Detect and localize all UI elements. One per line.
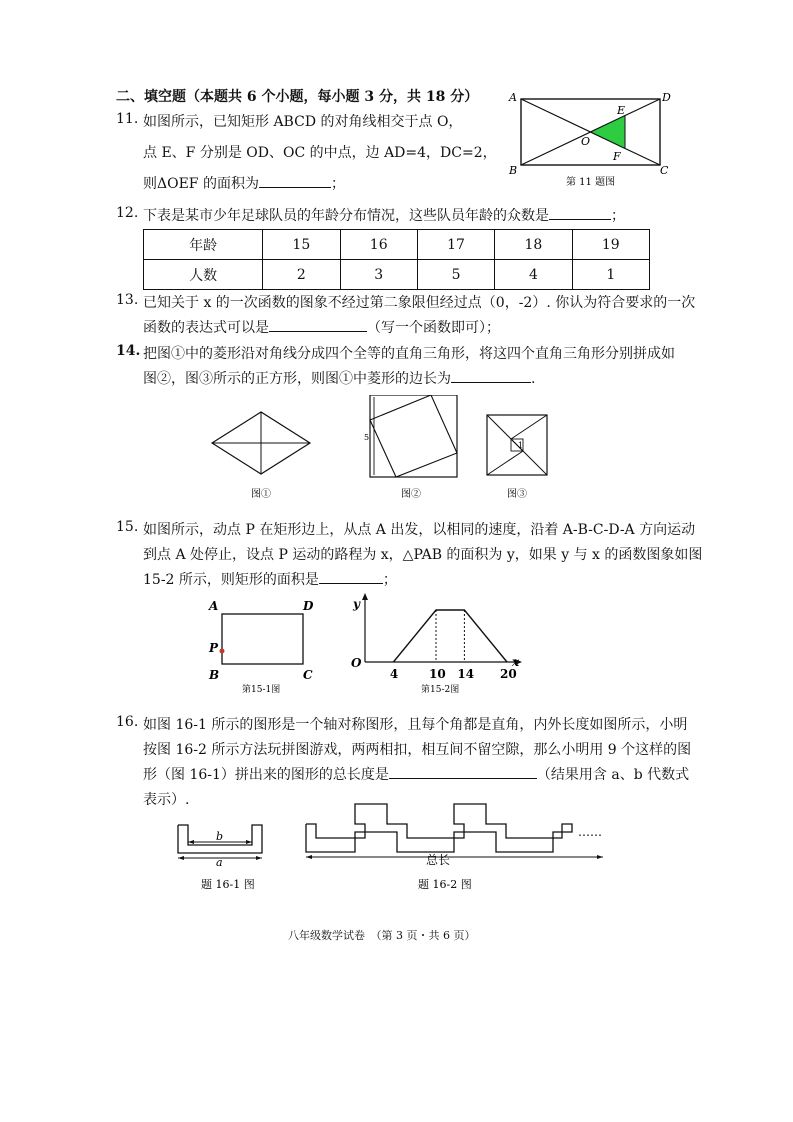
q15-fig2-chart [345, 590, 530, 698]
q15-line2: 到点 A 处停止，设点 P 运动的路程为 x，△PAB 的面积为 y，如果 y 与 x 的函数图象如图 [143, 547, 703, 563]
q11-line1: 如图所示，已知矩形 ABCD 的对角线相交于点 O， [143, 114, 463, 130]
q14-number: 14. [116, 343, 141, 359]
q15-tick-label: 4 [389, 667, 399, 681]
q11-line3-post: ； [330, 176, 345, 192]
q16-line1: 如图 16-1 所示的图形是一个轴对称图形，且每个角都是直角，内外长度如图所示，小明 [143, 717, 688, 733]
q15-label-c: C [303, 668, 313, 682]
q11-label-c: C [660, 164, 669, 177]
q16-line2: 按图 16-2 所示方法玩拼图游戏，两两相扣，相互间不留空隙，那么小明用 9 个这样的图 [143, 742, 692, 758]
q15-line3-pre: 15-2 所示，则矩形的面积是 [143, 572, 319, 588]
q11-label-f: F [613, 150, 621, 163]
q14-figures [205, 395, 565, 507]
q11-answer-blank[interactable] [259, 173, 331, 188]
q14-caption-1: 图① [251, 489, 271, 500]
q15-line1: 如图所示，动点 P 在矩形边上，从点 A 出发，以相同的速度，沿着 A-B-C-D-A 方向运动 [143, 522, 696, 538]
q16-label-a: a [216, 856, 223, 869]
q15-label-a: A [209, 599, 219, 613]
q15-line3 [143, 569, 397, 589]
q14-line2-pre: 图②，图③所示的正方形，则图①中菱形的边长为 [143, 371, 451, 387]
table-cell: 3 [340, 260, 417, 290]
q16-total-arrow-right [597, 855, 603, 859]
q15-tick-label: 10 [429, 667, 446, 681]
q16-line3-post: （结果用含 a、b 代数式 [536, 767, 690, 783]
q16-b-arrow-left [188, 840, 194, 844]
q16-fig1 [170, 813, 270, 893]
table-row [144, 230, 650, 260]
q13-line2 [143, 317, 500, 337]
q14-line2-post: . [531, 371, 536, 387]
q16-a-arrow-left [178, 856, 184, 860]
q13-line2-pre: 函数的表达式可以是 [143, 320, 269, 336]
q15-rectangle [222, 614, 303, 664]
q11-label-d: D [662, 91, 671, 104]
q15-y-label: y [353, 597, 360, 611]
q16-total-arrow-left [306, 855, 312, 859]
table-cell: 2 [263, 260, 340, 290]
q11-line3-pre: 则ΔOEF 的面积为 [143, 176, 259, 192]
q15-label-b: B [209, 668, 220, 682]
q16-number: 16. [116, 714, 139, 730]
q16-total-label: 总长 [426, 853, 451, 867]
q14-fig3-inner-label: 1 [518, 441, 524, 450]
q14-caption-3: 图③ [507, 489, 527, 500]
table-header-cell: 人数 [144, 260, 263, 290]
q15-fig1 [200, 594, 330, 698]
table-cell: 4 [495, 260, 572, 290]
q12-text-post: ； [611, 208, 625, 224]
q15-tick-label: 20 [500, 667, 517, 681]
q16-b-arrow-right [246, 840, 252, 844]
q13-line2-post: （写一个函数即可）； [367, 320, 500, 336]
table-cell: 15 [263, 230, 340, 260]
q12-age-table [143, 229, 650, 290]
q11-caption: 第 11 题图 [566, 177, 616, 188]
q13-answer-blank[interactable] [269, 317, 367, 332]
table-cell: 1 [572, 260, 649, 290]
q13-number: 13. [116, 292, 139, 308]
q15-series-line [393, 610, 507, 662]
table-cell: 5 [417, 260, 494, 290]
table-row [144, 260, 650, 290]
table-cell: 19 [572, 230, 649, 260]
q16-line3-pre: 形（图 16-1）拼出来的图形的总长度是 [143, 767, 389, 783]
q15-point-p [220, 649, 225, 654]
q14-caption-2: 图② [401, 489, 421, 500]
q16-chain-shape [306, 804, 572, 852]
q15-line3-post: ； [382, 572, 397, 588]
q16-line3 [143, 764, 689, 784]
q14-fig3-line-2 [511, 415, 547, 439]
q11-label-b: B [509, 164, 518, 177]
q14-fig3-line-4 [487, 451, 523, 475]
page-footer: 八年级数学试卷 （第 3 页・共 6 页） [288, 929, 476, 942]
table-cell: 17 [417, 230, 494, 260]
q15-fig2-caption: 第15-2图 [421, 685, 460, 695]
q16-fig2 [300, 800, 620, 893]
q16-a-arrow-right [256, 856, 262, 860]
q11-line3 [143, 173, 345, 193]
q12-number: 12. [116, 205, 139, 221]
q12-answer-blank[interactable] [549, 205, 611, 220]
q15-label-p: P [209, 641, 219, 655]
q15-tick-label: 14 [457, 667, 475, 681]
q16-ellipsis: …… [578, 825, 602, 839]
q11-line2: 点 E、F 分别是 OD、OC 的中点，边 AD=4，DC=2， [143, 145, 497, 161]
q14-fig3-line-3 [511, 439, 547, 475]
q11-number: 11. [116, 111, 139, 127]
q16-fig1-caption: 题 16-1 图 [201, 878, 255, 891]
q14-fig2-inner-square [370, 395, 457, 477]
q12-text [143, 205, 625, 225]
table-cell: 16 [340, 230, 417, 260]
section-heading: 二、填空题（本题共 6 个小题，每小题 3 分，共 18 分） [116, 89, 479, 105]
q16-label-b: b [216, 830, 224, 843]
q15-origin-label: O [351, 656, 362, 670]
q11-label-o: O [581, 135, 591, 148]
q12-text-pre: 下表是某市少年足球队员的年龄分布情况，这些队员年龄的众数是 [143, 208, 549, 224]
q14-answer-blank[interactable] [451, 368, 531, 383]
q14-fig2-square [370, 395, 457, 477]
q11-label-a: A [509, 91, 517, 104]
q15-label-d: D [303, 599, 314, 613]
q16-line4: 表示）. [143, 792, 190, 808]
q14-line2 [143, 368, 535, 388]
q11-triangle-oef [591, 116, 626, 149]
q13-line1: 已知关于 x 的一次函数的图象不经过第二象限但经过点（0，-2）. 你认为符合要求的一次 [143, 295, 696, 311]
q15-fig1-caption: 第15-1图 [242, 685, 281, 695]
table-cell: 18 [495, 230, 572, 260]
q14-fig2-side-label: 5 [364, 433, 370, 442]
q11-figure [500, 86, 680, 191]
q15-y-axis-arrow [362, 593, 368, 600]
q15-answer-blank[interactable] [319, 569, 383, 584]
q16-answer-blank[interactable] [389, 764, 537, 779]
q14-line1: 把图①中的菱形沿对角线分成四个全等的直角三角形，将这四个直角三角形分别拼成如 [143, 346, 675, 362]
q15-x-label: x [512, 655, 520, 669]
table-header-cell: 年龄 [144, 230, 263, 260]
q11-label-e: E [617, 104, 626, 117]
q15-number: 15. [116, 519, 139, 535]
q16-fig2-caption: 题 16-2 图 [418, 878, 472, 891]
